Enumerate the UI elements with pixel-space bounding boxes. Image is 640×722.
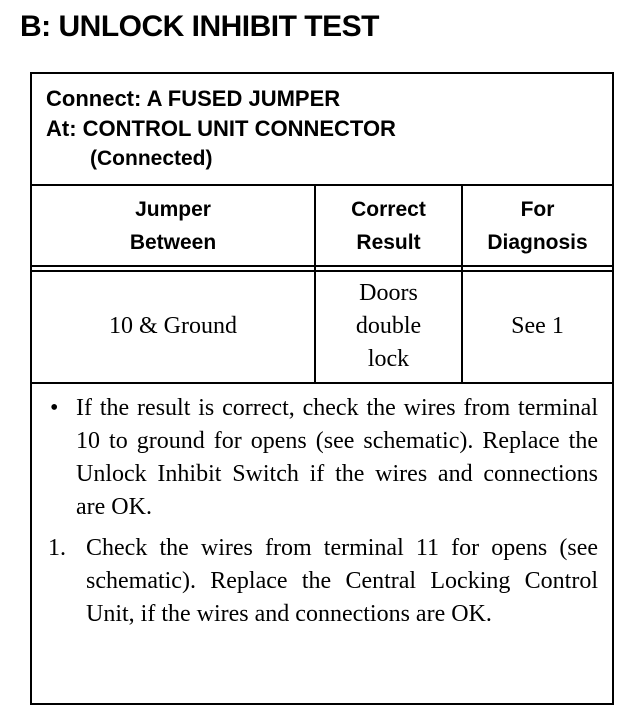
page-title: B: UNLOCK INHIBIT TEST (20, 10, 379, 43)
note-numbered-item (48, 532, 598, 631)
connection-instructions (46, 84, 396, 174)
bullet-marker: • (50, 395, 59, 421)
divider-top (32, 184, 612, 186)
note-bullet-item (48, 392, 598, 524)
header-jumper-between: Jumper Between (129, 198, 217, 254)
connect-line: Connect: A FUSED JUMPER (46, 86, 341, 111)
notes-section (48, 392, 598, 631)
cell-diagnosis: See 1 (511, 312, 564, 339)
at-line: At: CONTROL UNIT CONNECTOR (46, 116, 396, 141)
note-text: Check the wires from terminal 11 for opens (see schematic). Replace the Central Locking Control Unit, if the wires and connections are OK. (86, 535, 598, 627)
header-for-diagnosis: For Diagnosis (487, 198, 588, 254)
divider-table-bottom (32, 382, 612, 384)
test-box (30, 72, 614, 705)
number-marker: 1. (48, 535, 66, 561)
cell-jumper: 10 & Ground (109, 312, 237, 339)
connected-note: (Connected) (90, 147, 213, 170)
note-text: If the result is correct, check the wires from terminal 10 to ground for opens (see schematic). Replace the Unlock Inhibit Switch if the wires and connections are OK. (76, 395, 598, 520)
header-correct-result: Correct Result (351, 198, 426, 254)
cell-result: Doors double lock (355, 279, 422, 372)
divider-header-upper (32, 265, 612, 267)
